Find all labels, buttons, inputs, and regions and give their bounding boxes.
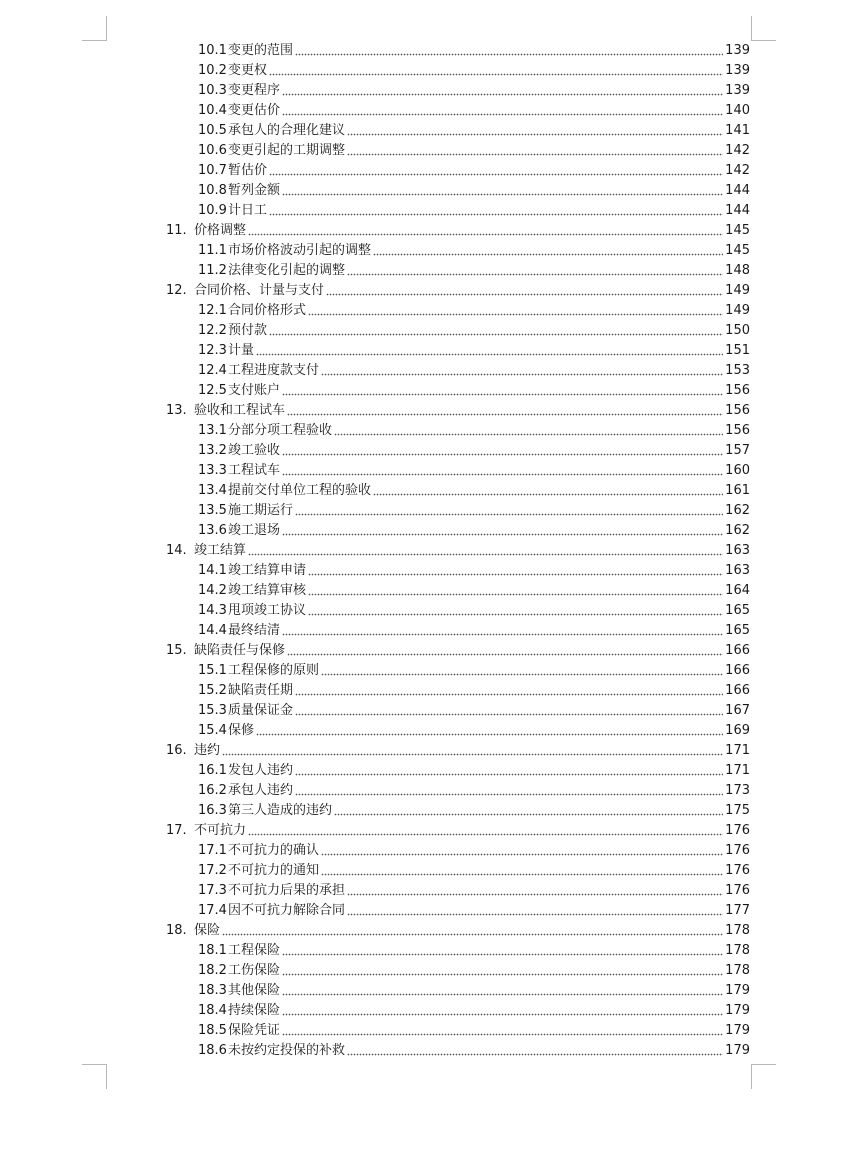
toc-entry-number: 17.1: [198, 843, 227, 858]
toc-entry-number: 10.3: [198, 83, 227, 98]
toc-entry-page-number: 144: [725, 203, 750, 218]
toc-entry-title: 竣工验收: [227, 443, 280, 458]
toc-entry[interactable]: [166, 219, 750, 239]
toc-entry-page-number: 176: [725, 863, 750, 878]
toc-entry[interactable]: [166, 239, 750, 259]
toc-entry[interactable]: [166, 519, 750, 539]
toc-dot-leader: [282, 973, 723, 976]
toc-entry[interactable]: [166, 419, 750, 439]
toc-entry[interactable]: [166, 959, 750, 979]
toc-entry[interactable]: [166, 619, 750, 639]
toc-entry-number: 17.2: [198, 863, 227, 878]
toc-entry-number: 17.3: [198, 883, 227, 898]
toc-entry-title: 变更程序: [227, 83, 280, 98]
toc-dot-leader: [347, 913, 723, 916]
toc-entry-number: 15.3: [198, 703, 227, 718]
toc-entry-number: 11.1: [198, 243, 227, 258]
toc-entry[interactable]: [166, 659, 750, 679]
toc-entry-title: 工程进度款支付: [227, 363, 319, 378]
toc-entry-title: 持续保险: [227, 1003, 280, 1018]
toc-dot-leader: [347, 1053, 723, 1056]
toc-entry[interactable]: [166, 339, 750, 359]
toc-dot-leader: [347, 273, 723, 276]
toc-entry-number: 15.1: [198, 663, 227, 678]
toc-entry-number: 14.4: [198, 623, 227, 638]
toc-entry-page-number: 140: [725, 103, 750, 118]
toc-entry-number: 18.3: [198, 983, 227, 998]
toc-entry-title: 保险: [194, 923, 221, 938]
toc-entry-title: 暂列金额: [227, 183, 280, 198]
toc-entry-title: 未按约定投保的补救: [227, 1043, 345, 1058]
toc-dot-leader: [347, 133, 723, 136]
toc-entry-page-number: 165: [725, 603, 750, 618]
toc-dot-leader: [282, 633, 723, 636]
toc-entry-title: 发包人违约: [227, 763, 293, 778]
toc-dot-leader: [321, 673, 723, 676]
toc-entry-page-number: 177: [725, 903, 750, 918]
toc-entry-title: 不可抗力后果的承担: [227, 883, 345, 898]
toc-entry-title: 合同价格、计量与支付: [194, 283, 325, 298]
toc-dot-leader: [282, 193, 723, 196]
toc-dot-leader: [282, 113, 723, 116]
toc-entry-number: 18.2: [198, 963, 227, 978]
toc-entry-page-number: 139: [725, 83, 750, 98]
toc-dot-leader: [295, 513, 723, 516]
toc-entry-title: 验收和工程试车: [194, 403, 286, 418]
toc-entry-number: 13.: [166, 403, 187, 418]
toc-entry-title: 承包人的合理化建议: [227, 123, 345, 138]
toc-entry-number: 18.: [166, 923, 187, 938]
toc-entry-page-number: 176: [725, 843, 750, 858]
toc-dot-leader: [282, 993, 723, 996]
toc-dot-leader: [321, 873, 723, 876]
toc-entry-number: 12.5: [198, 383, 227, 398]
toc-entry-page-number: 163: [725, 563, 750, 578]
toc-entry[interactable]: [166, 479, 750, 499]
toc-entry-page-number: 164: [725, 583, 750, 598]
toc-dot-leader: [282, 453, 723, 456]
toc-dot-leader: [269, 213, 723, 216]
toc-dot-leader: [334, 813, 723, 816]
toc-entry-title: 竣工结算: [194, 543, 247, 558]
toc-entry-page-number: 150: [725, 323, 750, 338]
toc-entry-number: 18.5: [198, 1023, 227, 1038]
toc-entry-page-number: 144: [725, 183, 750, 198]
toc-dot-leader: [308, 313, 723, 316]
toc-entry-title: 因不可抗力解除合同: [227, 903, 345, 918]
toc-entry[interactable]: [166, 279, 750, 299]
toc-entry[interactable]: [166, 199, 750, 219]
toc-entry-title: 变更权: [227, 63, 267, 78]
toc-entry-number: 11.2: [198, 263, 227, 278]
toc-dot-leader: [347, 893, 723, 896]
toc-entry-title: 工程保险: [227, 943, 280, 958]
toc-dot-leader: [308, 613, 723, 616]
toc-entry-page-number: 153: [725, 363, 750, 378]
toc-entry-title: 法律变化引起的调整: [227, 263, 345, 278]
toc-entry-page-number: 149: [725, 303, 750, 318]
toc-entry-title: 工伤保险: [227, 963, 280, 978]
toc-entry-number: 16.1: [198, 763, 227, 778]
toc-entry-number: 10.7: [198, 163, 227, 178]
toc-entry-number: 10.5: [198, 123, 227, 138]
toc-entry[interactable]: [166, 259, 750, 279]
toc-entry[interactable]: [166, 579, 750, 599]
toc-entry-number: 13.5: [198, 503, 227, 518]
toc-dot-leader: [248, 833, 723, 836]
toc-entry-title: 变更的范围: [227, 43, 293, 58]
toc-entry[interactable]: [166, 119, 750, 139]
toc-entry[interactable]: [166, 399, 750, 419]
toc-dot-leader: [373, 493, 723, 496]
toc-dot-leader: [256, 353, 723, 356]
toc-entry-number: 14.1: [198, 563, 227, 578]
toc-entry-page-number: 145: [725, 243, 750, 258]
toc-entry-title: 保险凭证: [227, 1023, 280, 1038]
toc-entry-number: 13.6: [198, 523, 227, 538]
toc-entry[interactable]: [166, 59, 750, 79]
toc-entry[interactable]: [166, 719, 750, 739]
toc-dot-leader: [269, 173, 723, 176]
toc-entry-title: 缺陷责任期: [227, 683, 293, 698]
toc-entry-page-number: 141: [725, 123, 750, 138]
toc-dot-leader: [282, 953, 723, 956]
toc-entry-page-number: 166: [725, 663, 750, 678]
toc-entry-title: 支付账户: [227, 383, 280, 398]
toc-entry-title: 最终结清: [227, 623, 280, 638]
toc-entry[interactable]: [166, 39, 750, 59]
toc-dot-leader: [282, 393, 723, 396]
toc-entry[interactable]: [166, 699, 750, 719]
toc-entry-number: 15.: [166, 643, 187, 658]
toc-entry-title: 保修: [227, 723, 254, 738]
toc-entry-title: 缺陷责任与保修: [194, 643, 286, 658]
toc-dot-leader: [295, 713, 723, 716]
toc-entry[interactable]: [166, 559, 750, 579]
toc-entry[interactable]: [166, 1019, 750, 1039]
toc-entry-number: 10.2: [198, 63, 227, 78]
toc-entry-title: 竣工结算申请: [227, 563, 306, 578]
toc-entry[interactable]: [166, 759, 750, 779]
toc-dot-leader: [295, 773, 723, 776]
toc-entry-number: 18.1: [198, 943, 227, 958]
toc-entry-page-number: 139: [725, 63, 750, 78]
toc-dot-leader: [326, 293, 723, 296]
toc-entry-number: 14.3: [198, 603, 227, 618]
toc-entry-page-number: 179: [725, 1003, 750, 1018]
toc-entry-title: 提前交付单位工程的验收: [227, 483, 371, 498]
toc-entry-title: 工程保修的原则: [227, 663, 319, 678]
toc-entry[interactable]: [166, 299, 750, 319]
toc-entry-number: 13.4: [198, 483, 227, 498]
toc-entry-title: 变更估价: [227, 103, 280, 118]
toc-entry[interactable]: [166, 359, 750, 379]
toc-entry-number: 10.6: [198, 143, 227, 158]
toc-dot-leader: [295, 693, 723, 696]
toc-dot-leader: [334, 433, 723, 436]
toc-entry-page-number: 149: [725, 283, 750, 298]
toc-entry-number: 13.2: [198, 443, 227, 458]
toc-entry-page-number: 178: [725, 923, 750, 938]
toc-entry-page-number: 156: [725, 423, 750, 438]
toc-entry-page-number: 166: [725, 643, 750, 658]
toc-entry-page-number: 165: [725, 623, 750, 638]
toc-entry-number: 12.3: [198, 343, 227, 358]
toc-entry-page-number: 163: [725, 543, 750, 558]
toc-entry-page-number: 173: [725, 783, 750, 798]
toc-entry-title: 分部分项工程验收: [227, 423, 332, 438]
toc-entry-title: 第三人造成的违约: [227, 803, 332, 818]
toc-entry-number: 10.9: [198, 203, 227, 218]
toc-dot-leader: [321, 373, 723, 376]
toc-entry-number: 18.4: [198, 1003, 227, 1018]
toc-entry[interactable]: [166, 99, 750, 119]
toc-entry-page-number: 157: [725, 443, 750, 458]
toc-entry-number: 17.4: [198, 903, 227, 918]
toc-dot-leader: [295, 53, 723, 56]
toc-entry[interactable]: [166, 499, 750, 519]
toc-entry-title: 不可抗力的确认: [227, 843, 319, 858]
toc-entry-number: 15.4: [198, 723, 227, 738]
toc-entry-number: 10.8: [198, 183, 227, 198]
toc-entry[interactable]: [166, 159, 750, 179]
toc-entry-number: 14.2: [198, 583, 227, 598]
toc-entry[interactable]: [166, 939, 750, 959]
toc-entry-page-number: 148: [725, 263, 750, 278]
toc-entry-number: 11.: [166, 223, 187, 238]
toc-entry-page-number: 176: [725, 823, 750, 838]
toc-dot-leader: [256, 733, 723, 736]
toc-entry-number: 15.2: [198, 683, 227, 698]
table-of-contents: [166, 39, 750, 1059]
toc-entry-title: 市场价格波动引起的调整: [227, 243, 371, 258]
toc-dot-leader: [282, 473, 723, 476]
toc-entry-title: 暂估价: [227, 163, 267, 178]
toc-dot-leader: [295, 793, 723, 796]
toc-entry-page-number: 178: [725, 943, 750, 958]
toc-entry[interactable]: [166, 79, 750, 99]
toc-entry[interactable]: [166, 599, 750, 619]
toc-dot-leader: [321, 853, 723, 856]
toc-entry-number: 16.3: [198, 803, 227, 818]
crop-mark-bottom-left: [82, 1064, 107, 1089]
toc-entry-title: 竣工退场: [227, 523, 280, 538]
toc-entry[interactable]: [166, 639, 750, 659]
toc-entry[interactable]: [166, 179, 750, 199]
toc-entry-title: 其他保险: [227, 983, 280, 998]
toc-entry-page-number: 169: [725, 723, 750, 738]
toc-entry[interactable]: [166, 139, 750, 159]
toc-entry[interactable]: [166, 979, 750, 999]
toc-entry-number: 12.2: [198, 323, 227, 338]
toc-entry-page-number: 142: [725, 143, 750, 158]
toc-entry[interactable]: [166, 679, 750, 699]
toc-dot-leader: [282, 93, 723, 96]
toc-dot-leader: [282, 533, 723, 536]
toc-entry-title: 施工期运行: [227, 503, 293, 518]
crop-mark-top-left: [82, 16, 107, 41]
toc-entry-title: 承包人违约: [227, 783, 293, 798]
toc-dot-leader: [282, 1033, 723, 1036]
toc-dot-leader: [373, 253, 723, 256]
toc-entry-page-number: 160: [725, 463, 750, 478]
toc-entry-number: 12.4: [198, 363, 227, 378]
toc-dot-leader: [222, 753, 723, 756]
toc-entry-title: 计量: [227, 343, 254, 358]
toc-entry-page-number: 178: [725, 963, 750, 978]
toc-entry-number: 16.2: [198, 783, 227, 798]
toc-entry-page-number: 179: [725, 1043, 750, 1058]
toc-entry[interactable]: [166, 459, 750, 479]
toc-entry[interactable]: [166, 799, 750, 819]
toc-entry-page-number: 161: [725, 483, 750, 498]
toc-entry-page-number: 171: [725, 743, 750, 758]
toc-entry-page-number: 171: [725, 763, 750, 778]
toc-entry[interactable]: [166, 739, 750, 759]
toc-entry-number: 10.4: [198, 103, 227, 118]
toc-dot-leader: [287, 653, 723, 656]
toc-entry-page-number: 166: [725, 683, 750, 698]
toc-dot-leader: [269, 333, 723, 336]
toc-dot-leader: [282, 1013, 723, 1016]
toc-entry-title: 不可抗力: [194, 823, 247, 838]
toc-entry-page-number: 167: [725, 703, 750, 718]
toc-entry[interactable]: [166, 839, 750, 859]
toc-entry-number: 16.: [166, 743, 187, 758]
toc-entry-title: 违约: [194, 743, 221, 758]
toc-entry[interactable]: [166, 999, 750, 1019]
toc-entry[interactable]: [166, 859, 750, 879]
toc-entry-title: 甩项竣工协议: [227, 603, 306, 618]
toc-entry[interactable]: [166, 539, 750, 559]
toc-dot-leader: [269, 73, 723, 76]
toc-entry-page-number: 179: [725, 983, 750, 998]
toc-dot-leader: [308, 593, 723, 596]
toc-entry-page-number: 176: [725, 883, 750, 898]
toc-entry-title: 工程试车: [227, 463, 280, 478]
toc-entry-title: 竣工结算审核: [227, 583, 306, 598]
toc-entry-page-number: 179: [725, 1023, 750, 1038]
toc-entry-page-number: 162: [725, 503, 750, 518]
crop-mark-bottom-right: [751, 1064, 776, 1089]
toc-entry-page-number: 156: [725, 383, 750, 398]
toc-entry-number: 12.1: [198, 303, 227, 318]
toc-entry[interactable]: [166, 439, 750, 459]
toc-dot-leader: [248, 233, 723, 236]
toc-entry-page-number: 142: [725, 163, 750, 178]
toc-entry-page-number: 139: [725, 43, 750, 58]
toc-entry-number: 14.: [166, 543, 187, 558]
toc-entry-title: 不可抗力的通知: [227, 863, 319, 878]
toc-entry-page-number: 175: [725, 803, 750, 818]
toc-entry-page-number: 151: [725, 343, 750, 358]
toc-entry-title: 计日工: [227, 203, 267, 218]
toc-entry-number: 12.: [166, 283, 187, 298]
toc-entry-title: 预付款: [227, 323, 267, 338]
toc-entry[interactable]: [166, 1039, 750, 1059]
toc-entry-number: 17.: [166, 823, 187, 838]
toc-dot-leader: [308, 573, 723, 576]
toc-entry[interactable]: [166, 919, 750, 939]
toc-entry-page-number: 145: [725, 223, 750, 238]
toc-dot-leader: [222, 933, 723, 936]
toc-entry-page-number: 156: [725, 403, 750, 418]
toc-entry-title: 合同价格形式: [227, 303, 306, 318]
toc-dot-leader: [287, 413, 723, 416]
toc-entry[interactable]: [166, 379, 750, 399]
toc-entry-page-number: 162: [725, 523, 750, 538]
toc-entry-number: 13.3: [198, 463, 227, 478]
toc-entry[interactable]: [166, 319, 750, 339]
toc-entry[interactable]: [166, 879, 750, 899]
toc-entry-title: 质量保证金: [227, 703, 293, 718]
toc-entry-title: 价格调整: [194, 223, 247, 238]
toc-dot-leader: [347, 153, 723, 156]
toc-entry-number: 18.6: [198, 1043, 227, 1058]
toc-dot-leader: [248, 553, 723, 556]
toc-entry[interactable]: [166, 779, 750, 799]
toc-entry-number: 10.1: [198, 43, 227, 58]
crop-mark-top-right: [751, 16, 776, 41]
toc-entry-number: 13.1: [198, 423, 227, 438]
toc-entry[interactable]: [166, 819, 750, 839]
toc-entry-title: 变更引起的工期调整: [227, 143, 345, 158]
toc-entry[interactable]: [166, 899, 750, 919]
